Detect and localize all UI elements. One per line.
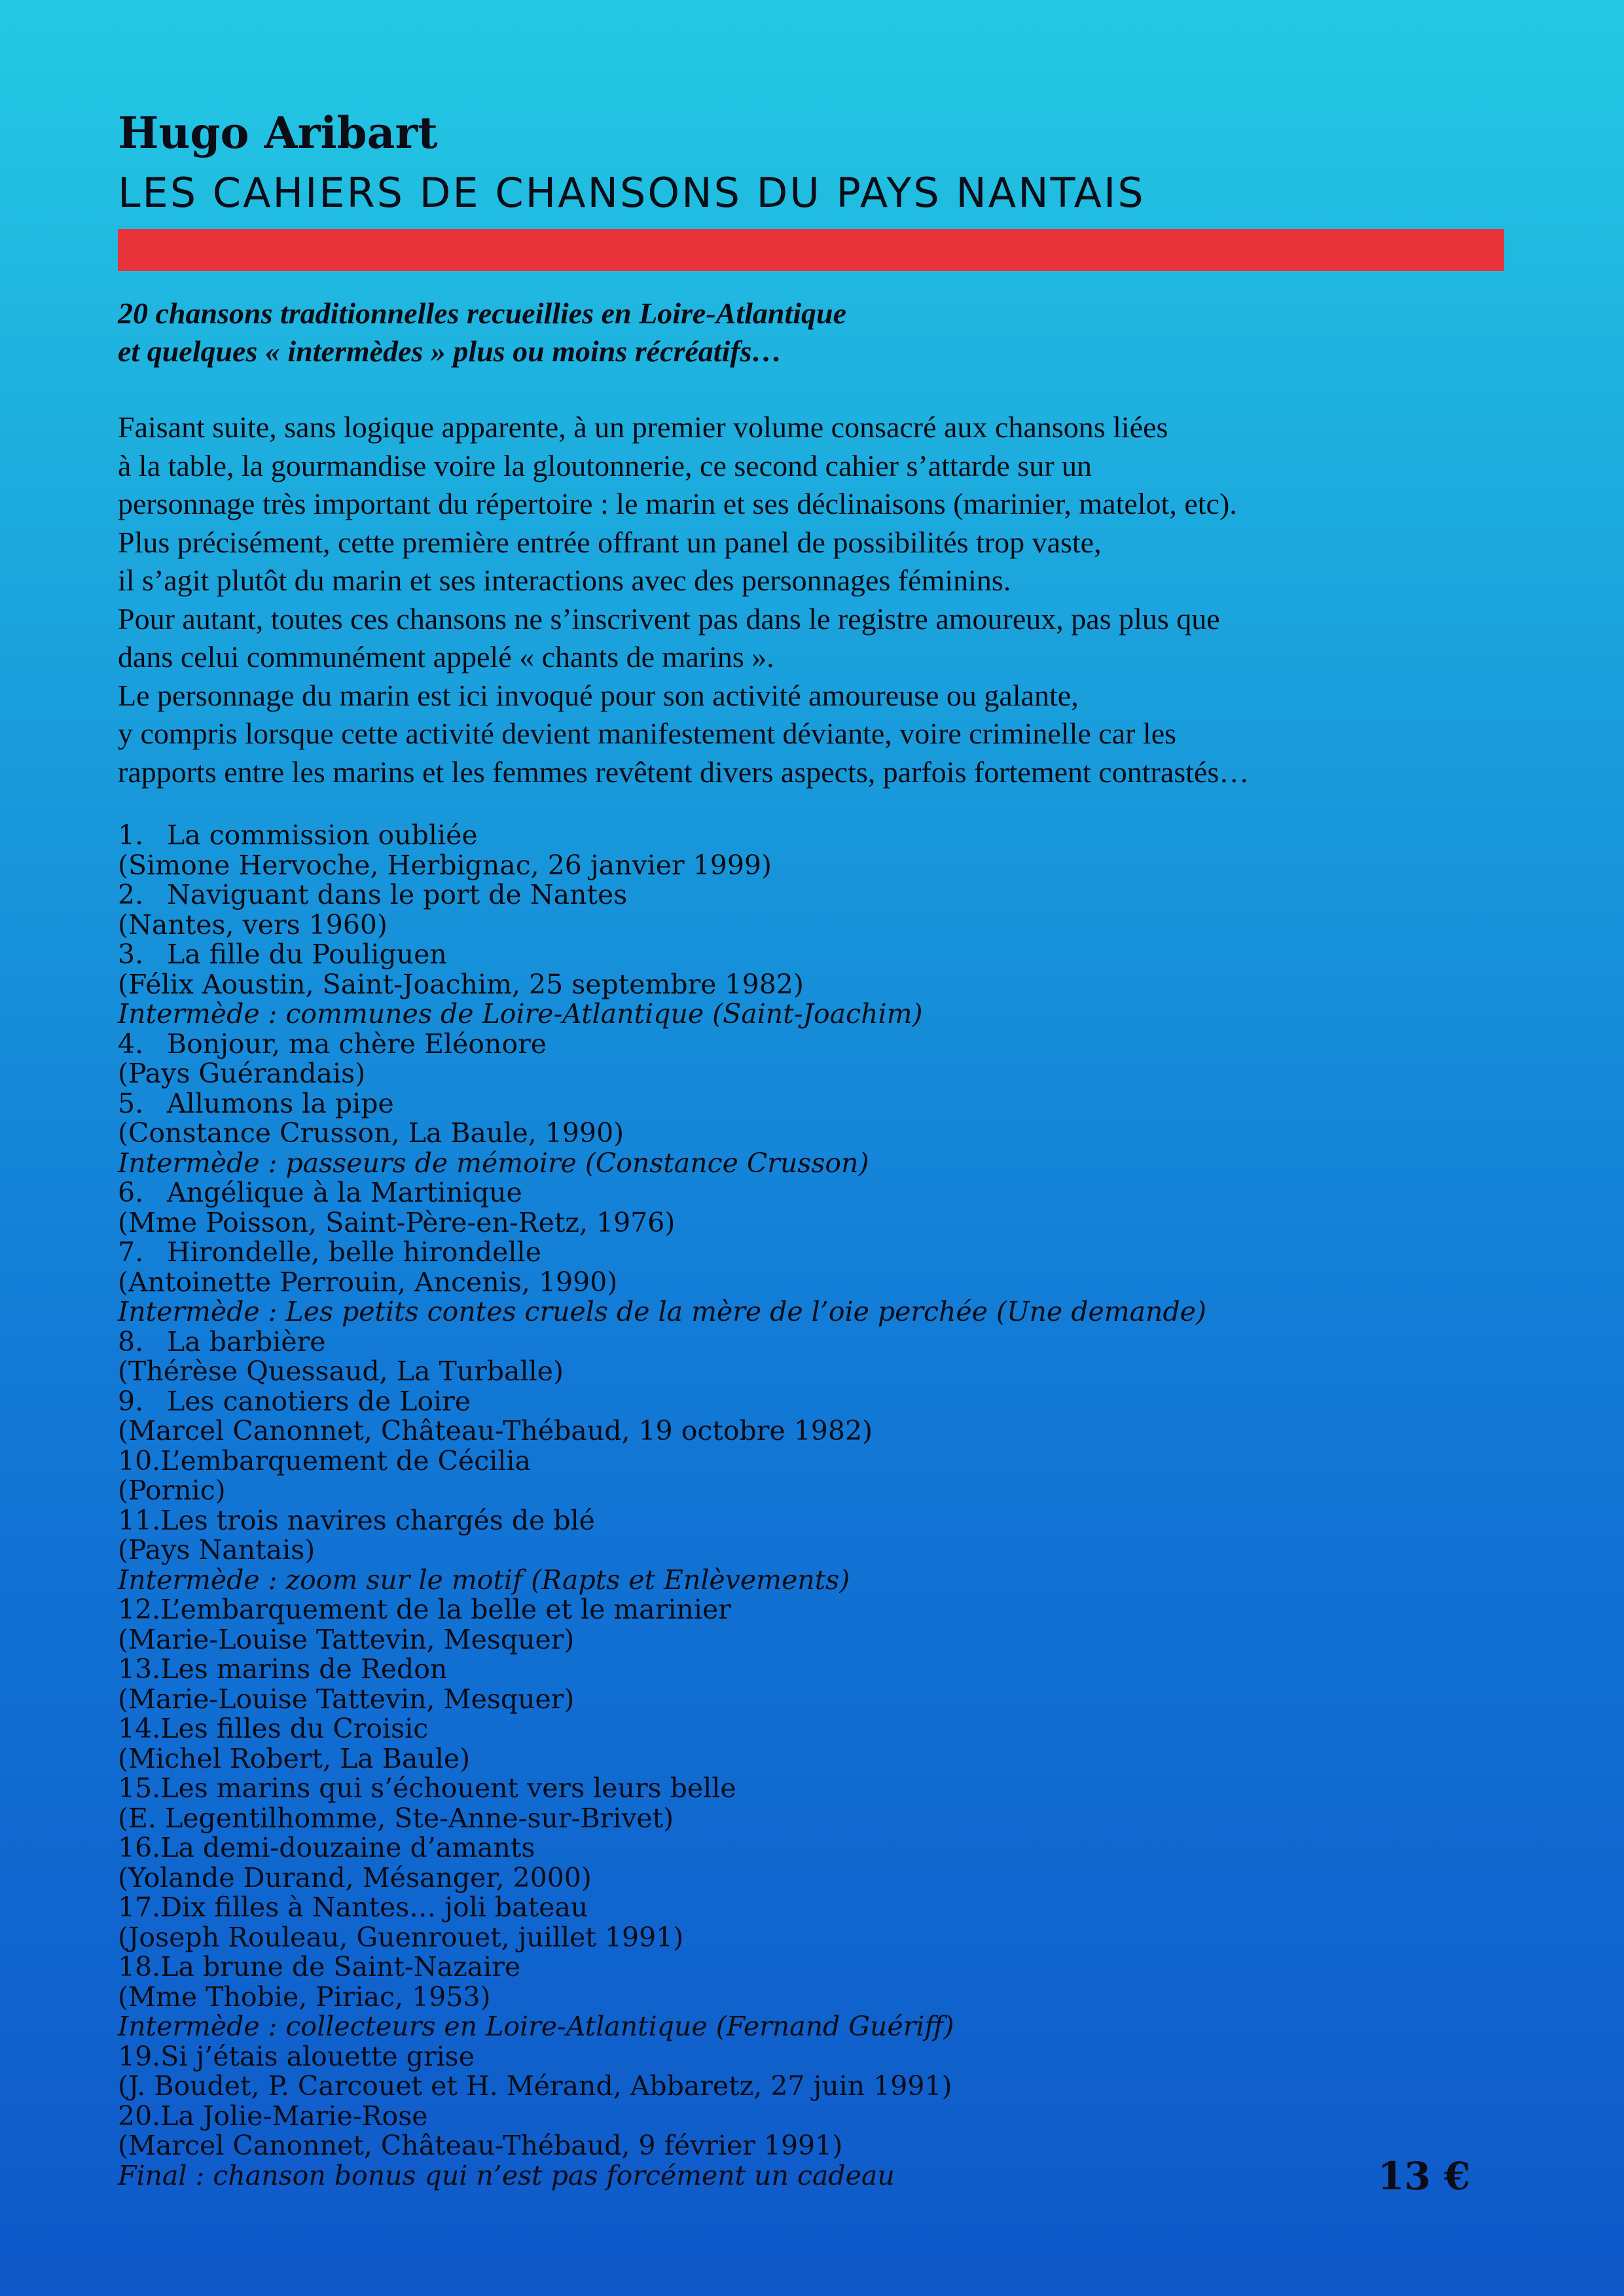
song-number: 2. (118, 879, 144, 910)
song-entry (118, 1089, 1206, 1119)
intro-line: rapports entre les marins et les femmes revêtent divers aspects, parfois fortement contrastés… (118, 755, 1250, 789)
song-entry (118, 821, 1206, 851)
song-number: 6. (118, 1177, 144, 1208)
song-entry (118, 940, 1206, 970)
song-title: Si j’étais alouette grise (160, 2040, 475, 2072)
song-source: (Marcel Canonnet, Château-Thébaud, 19 octobre 1982) (118, 1415, 873, 1446)
interlude-entry: Final : chanson bonus qui n’est pas forcément un cadeau (118, 2159, 895, 2191)
song-number: 11. (118, 1504, 161, 1536)
intro-line: Faisant suite, sans logique apparente, à un premier volume consacré aux chansons liées (118, 410, 1168, 444)
song-entry (118, 1952, 1206, 1982)
song-title: La commission oubliée (167, 819, 478, 851)
song-title: Les marins de Redon (160, 1653, 448, 1685)
song-number: 19. (118, 2040, 161, 2072)
song-source: (Pornic) (118, 1475, 226, 1506)
interlude-entry: Intermède : communes de Loire-Atlantique (Saint-Joachim) (118, 998, 923, 1030)
song-number: 5. (118, 1087, 144, 1119)
song-number: 1. (118, 819, 144, 851)
song-source: (Pays Nantais) (118, 1534, 316, 1566)
song-title: Bonjour, ma chère Eléonore (167, 1028, 547, 1060)
interlude-entry: Intermède : collecteurs en Loire-Atlantique (Fernand Guériff) (118, 2011, 954, 2042)
song-source: (Constance Crusson, La Baule, 1990) (118, 1117, 624, 1149)
song-title: L’embarquement de Cécilia (160, 1444, 531, 1477)
song-source: (Pays Guérandais) (118, 1058, 366, 1089)
song-source: (Thérèse Quessaud, La Turballe) (118, 1355, 564, 1387)
intro-paragraph (118, 408, 1249, 791)
song-entry (118, 2102, 1206, 2132)
song-entry (118, 1327, 1206, 1357)
song-entry (118, 1774, 1206, 1804)
song-entry (118, 1238, 1206, 1268)
song-entry (118, 1446, 1206, 1477)
song-entry (118, 880, 1206, 910)
song-title: La Jolie-Marie-Rose (160, 2100, 428, 2132)
song-title: Allumons la pipe (167, 1087, 394, 1119)
song-number: 14. (118, 1713, 161, 1744)
song-number: 12. (118, 1594, 161, 1625)
interlude-entry: Intermède : zoom sur le motif (Rapts et Enlèvements) (118, 1564, 850, 1596)
song-entry (118, 1030, 1206, 1060)
song-number: 3. (118, 939, 144, 970)
song-source: (Marie-Louise Tattevin, Mesquer) (118, 1623, 575, 1655)
song-number: 10. (118, 1444, 161, 1477)
intro-line: y compris lorsque cette activité devient manifestement déviante, voire criminelle car les (118, 717, 1177, 750)
series-title: LES CAHIERS DE CHANSONS DU PAYS NANTAIS (118, 169, 1146, 217)
song-number: 13. (118, 1653, 161, 1685)
price-label: 13 € (1378, 2154, 1471, 2198)
song-source: (J. Boudet, P. Carcouet et H. Mérand, Abbaretz, 27 juin 1991) (118, 2070, 952, 2102)
intro-line: Pour autant, toutes ces chansons ne s’inscrivent pas dans le registre amoureux, pas plus que (118, 601, 1220, 636)
song-source: (Mme Thobie, Piriac, 1953) (118, 1981, 491, 2013)
subtitle-line: 20 chansons traditionnelles recueillies en Loire-Atlantique (118, 296, 847, 330)
song-entry (118, 1714, 1206, 1744)
song-source: (Mme Poisson, Saint-Père-en-Retz, 1976) (118, 1206, 676, 1238)
song-number: 8. (118, 1325, 144, 1357)
song-source: (Antoinette Perrouin, Ancenis, 1990) (118, 1266, 618, 1298)
song-entry (118, 1506, 1206, 1536)
song-source: (Marcel Canonnet, Château-Thébaud, 9 février 1991) (118, 2130, 843, 2161)
song-number: 17. (118, 1892, 161, 1923)
accent-bar (118, 229, 1504, 271)
intro-line: dans celui communément appelé « chants de marins ». (118, 640, 774, 673)
intro-line: personnage très important du répertoire : le marin et ses déclinaisons (marinier, matelot, etc). (118, 487, 1237, 520)
song-title: La barbière (167, 1325, 326, 1357)
song-title: La demi-douzaine d’amants (160, 1832, 535, 1863)
song-title: La fille du Pouliguen (167, 939, 447, 970)
song-source: (Nantes, vers 1960) (118, 908, 388, 941)
intro-line: il s’agit plutôt du marin et ses interactions avec des personnages féminins. (118, 564, 1011, 597)
author-name: Hugo Aribart (118, 107, 438, 158)
song-title: La brune de Saint-Nazaire (160, 1951, 521, 1982)
song-entry (118, 1655, 1206, 1685)
song-source: (Simone Hervoche, Herbignac, 26 janvier 1999) (118, 849, 772, 881)
song-source: (Michel Robert, La Baule) (118, 1742, 471, 1774)
interlude-entry: Intermède : Les petits contes cruels de la mère de l’oie perchée (Une demande) (118, 1296, 1206, 1327)
song-title: Naviguant dans le port de Nantes (167, 879, 628, 910)
song-entry (118, 2042, 1206, 2072)
song-number: 4. (118, 1028, 144, 1060)
interlude-entry: Intermède : passeurs de mémoire (Constance Crusson) (118, 1147, 869, 1179)
song-entry (118, 1178, 1206, 1208)
song-entry (118, 1893, 1206, 1923)
song-number: 18. (118, 1951, 161, 1982)
song-source: (Yolande Durand, Mésanger, 2000) (118, 1861, 592, 1893)
song-title: Les filles du Croisic (160, 1713, 429, 1744)
song-title: Les trois navires chargés de blé (160, 1504, 595, 1536)
song-number: 15. (118, 1772, 161, 1804)
song-entry (118, 1833, 1206, 1863)
song-number: 7. (118, 1236, 144, 1268)
intro-line: Le personnage du marin est ici invoqué pour son activité amoureuse ou galante, (118, 678, 1079, 712)
song-title: Dix filles à Nantes… joli bateau (160, 1892, 588, 1923)
contents-list (118, 821, 1206, 2191)
subtitle-line: et quelques « intermèdes » plus ou moins récréatifs… (118, 334, 782, 368)
song-title: Angélique à la Martinique (167, 1177, 522, 1208)
subtitle (118, 295, 846, 370)
intro-line: à la table, la gourmandise voire la gloutonnerie, ce second cahier s’attarde sur un (118, 448, 1092, 482)
song-number: 20. (118, 2100, 161, 2132)
song-source: (E. Legentilhomme, Ste-Anne-sur-Brivet) (118, 1802, 674, 1834)
song-title: L’embarquement de la belle et le marinier (160, 1594, 731, 1625)
song-source: (Félix Aoustin, Saint-Joachim, 25 septembre 1982) (118, 968, 804, 1000)
song-title: Hirondelle, belle hirondelle (167, 1236, 541, 1268)
intro-line: Plus précisément, cette première entrée offrant un panel de possibilités trop vaste, (118, 525, 1102, 559)
song-entry (118, 1595, 1206, 1625)
song-source: (Joseph Rouleau, Guenrouet, juillet 1991) (118, 1921, 684, 1953)
song-source: (Marie-Louise Tattevin, Mesquer) (118, 1683, 575, 1715)
song-title: Les marins qui s’échouent vers leurs belle (160, 1772, 736, 1804)
song-number: 16. (118, 1832, 161, 1863)
song-entry (118, 1387, 1206, 1417)
song-number: 9. (118, 1385, 144, 1417)
song-title: Les canotiers de Loire (167, 1385, 471, 1417)
